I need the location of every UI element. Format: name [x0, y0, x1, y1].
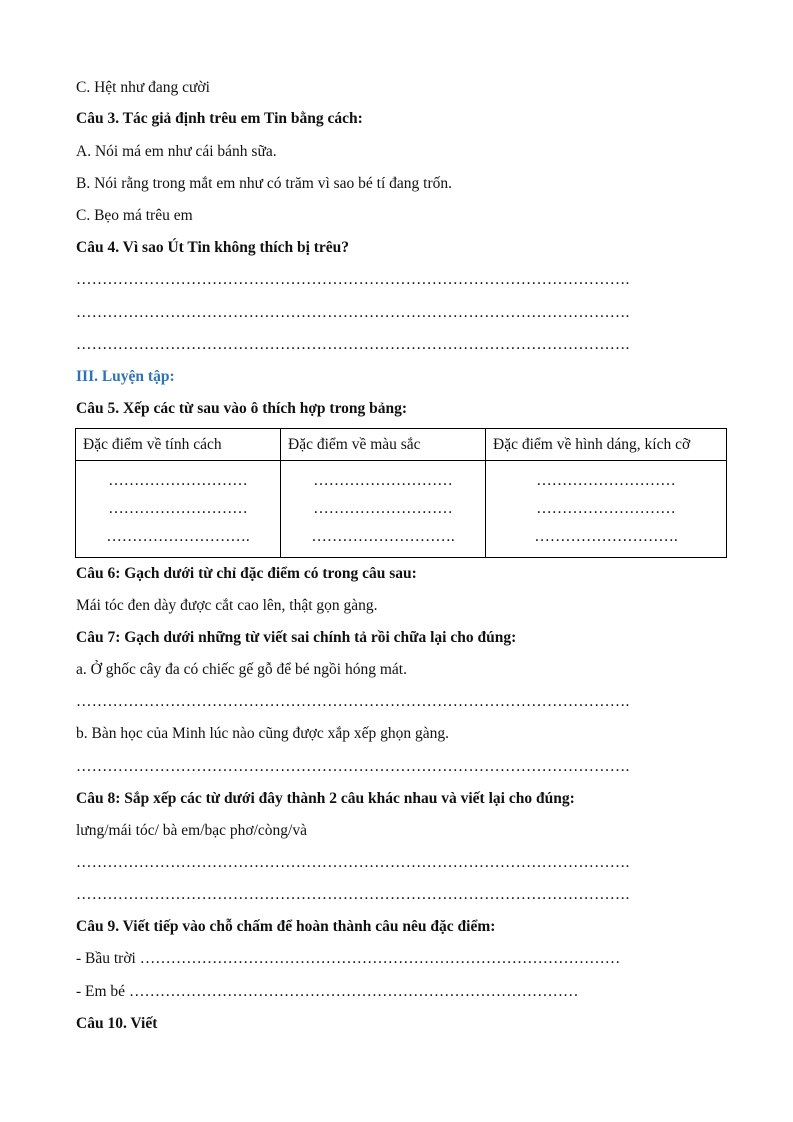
q7-title: Câu 7: Gạch dưới những từ viết sai chính tả rồi chữa lại cho đúng:: [76, 629, 517, 646]
q3-option-b: B. Nói rằng trong mắt em như có trăm vì sao bé tí đang trốn.: [76, 175, 453, 192]
q6-sentence: Mái tóc đen dày được cắt cao lên, thật gọn gàng.: [76, 597, 378, 614]
q3-option-a: A. Nói má em như cái bánh sữa.: [76, 143, 277, 160]
q5-classification-table: [75, 428, 727, 558]
section-heading-practice: III. Luyện tập:: [76, 368, 175, 385]
q7-sentence-a: a. Ở ghốc cây đa có chiếc gế gỗ để bé ngồi hóng mát.: [76, 661, 407, 678]
q3-option-c: C. Bẹo má trêu em: [76, 207, 193, 224]
q8-answer-line-1[interactable]: …………………………………………………………………………………………….: [76, 854, 630, 871]
q9-item-baby[interactable]: - Em bé ……………………………………………………………………………: [76, 983, 579, 1000]
q4-answer-line-2[interactable]: …………………………………………………………………………………………….: [76, 304, 630, 321]
q8-title: Câu 8: Sắp xếp các từ dưới đây thành 2 câu khác nhau và viết lại cho đúng:: [76, 790, 575, 807]
cell-line: ………………………: [108, 472, 248, 489]
cell-line: ………………………: [313, 472, 453, 489]
cell-line: ……………………….: [311, 528, 455, 545]
table-header-color: Đặc điểm về màu sắc: [281, 429, 486, 461]
q10-title: Câu 10. Viết: [76, 1015, 158, 1032]
table-cell-color[interactable]: [281, 461, 486, 558]
table-header-personality: Đặc điểm về tính cách: [76, 429, 281, 461]
q7-answer-line-b[interactable]: …………………………………………………………………………………………….: [76, 758, 630, 775]
q9-title: Câu 9. Viết tiếp vào chỗ chấm để hoàn thành câu nêu đặc điểm:: [76, 918, 496, 935]
q7-sentence-b: b. Bàn học của Minh lúc nào cũng được xắp xếp ghọn gàng.: [76, 725, 450, 742]
table-row: [76, 461, 727, 558]
cell-line: ………………………: [108, 500, 248, 517]
q8-word-list: lưng/mái tóc/ bà em/bạc phơ/còng/và: [76, 822, 307, 839]
cell-line: ………………………: [536, 500, 676, 517]
table-header-shape-size: Đặc điểm về hình dáng, kích cỡ: [486, 429, 727, 461]
table-cell-shape-size[interactable]: [486, 461, 727, 558]
cell-line: ………………………: [313, 500, 453, 517]
q4-answer-line-1[interactable]: …………………………………………………………………………………………….: [76, 271, 630, 288]
q7-answer-line-a[interactable]: …………………………………………………………………………………………….: [76, 693, 630, 710]
q5-title: Câu 5. Xếp các từ sau vào ô thích hợp trong bảng:: [76, 400, 408, 417]
q8-answer-line-2[interactable]: …………………………………………………………………………………………….: [76, 886, 630, 903]
q4-title: Câu 4. Vì sao Út Tin không thích bị trêu?: [76, 239, 350, 256]
cell-line: ………………………: [536, 472, 676, 489]
table-header-row: [76, 429, 727, 461]
cell-line: ……………………….: [106, 528, 250, 545]
q9-item-sky[interactable]: - Bầu trời …………………………………………………………………………………: [76, 950, 621, 967]
table-cell-personality[interactable]: [76, 461, 281, 558]
q2-option-c: C. Hệt như đang cười: [76, 79, 210, 96]
q3-title: Câu 3. Tác giả định trêu em Tin bằng cách:: [76, 110, 363, 127]
cell-line: ……………………….: [534, 528, 678, 545]
q4-answer-line-3[interactable]: …………………………………………………………………………………………….: [76, 336, 630, 353]
q6-title: Câu 6: Gạch dưới từ chỉ đặc điểm có trong câu sau:: [76, 565, 417, 582]
